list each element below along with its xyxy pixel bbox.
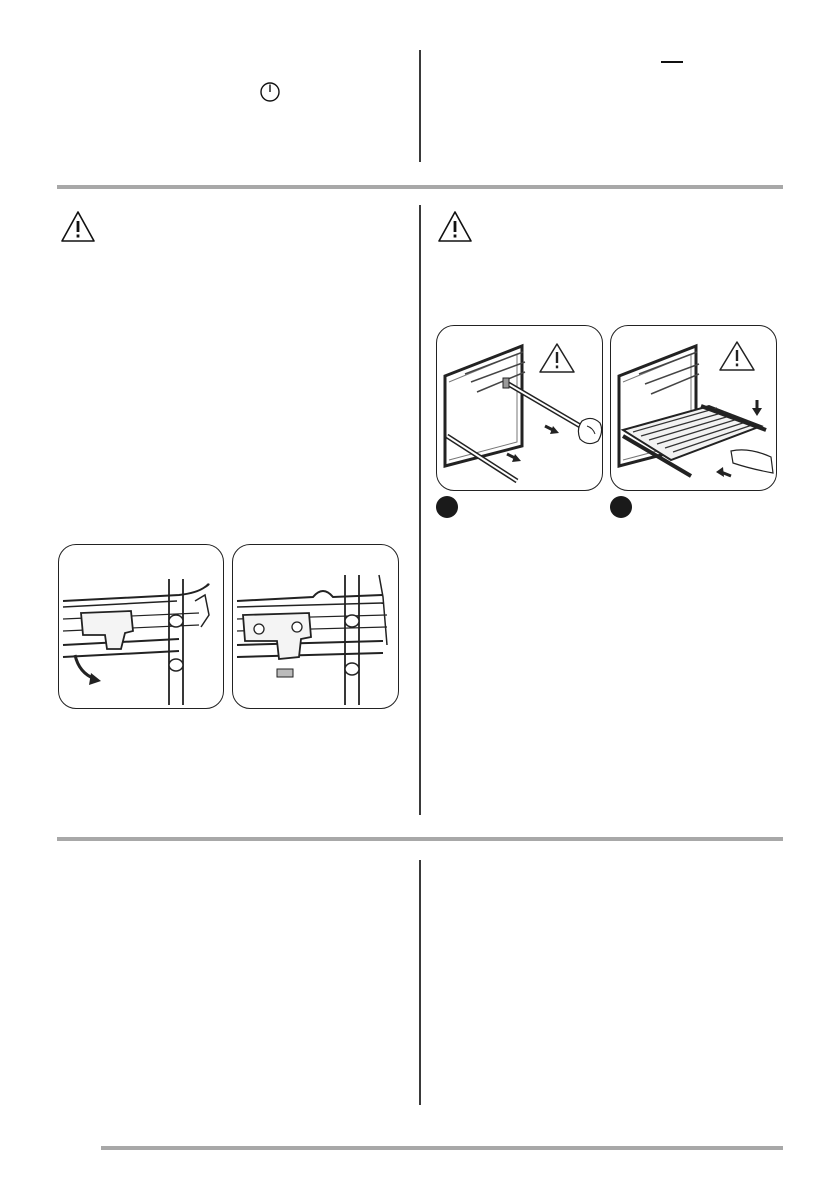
footer-rule <box>101 1146 783 1150</box>
clock-icon <box>259 81 281 103</box>
section-rule <box>57 185 783 189</box>
section-rule <box>57 837 783 841</box>
top-section <box>0 0 839 190</box>
warning-triangle-icon <box>437 210 473 243</box>
bottom-section <box>0 842 839 1142</box>
middle-section <box>0 190 839 840</box>
illustration-remove-support <box>436 325 603 491</box>
step-circle-icon <box>610 496 632 518</box>
column-divider <box>419 205 421 815</box>
warning-triangle-icon <box>60 210 96 243</box>
minus-icon <box>661 61 683 63</box>
illustration-support-clip-fixed <box>232 544 399 709</box>
illustration-support-clip-turn <box>58 544 224 709</box>
column-divider <box>419 860 421 1105</box>
step-circle-icon <box>436 496 458 518</box>
illustration-insert-shelf <box>610 325 777 491</box>
column-divider <box>419 50 421 162</box>
